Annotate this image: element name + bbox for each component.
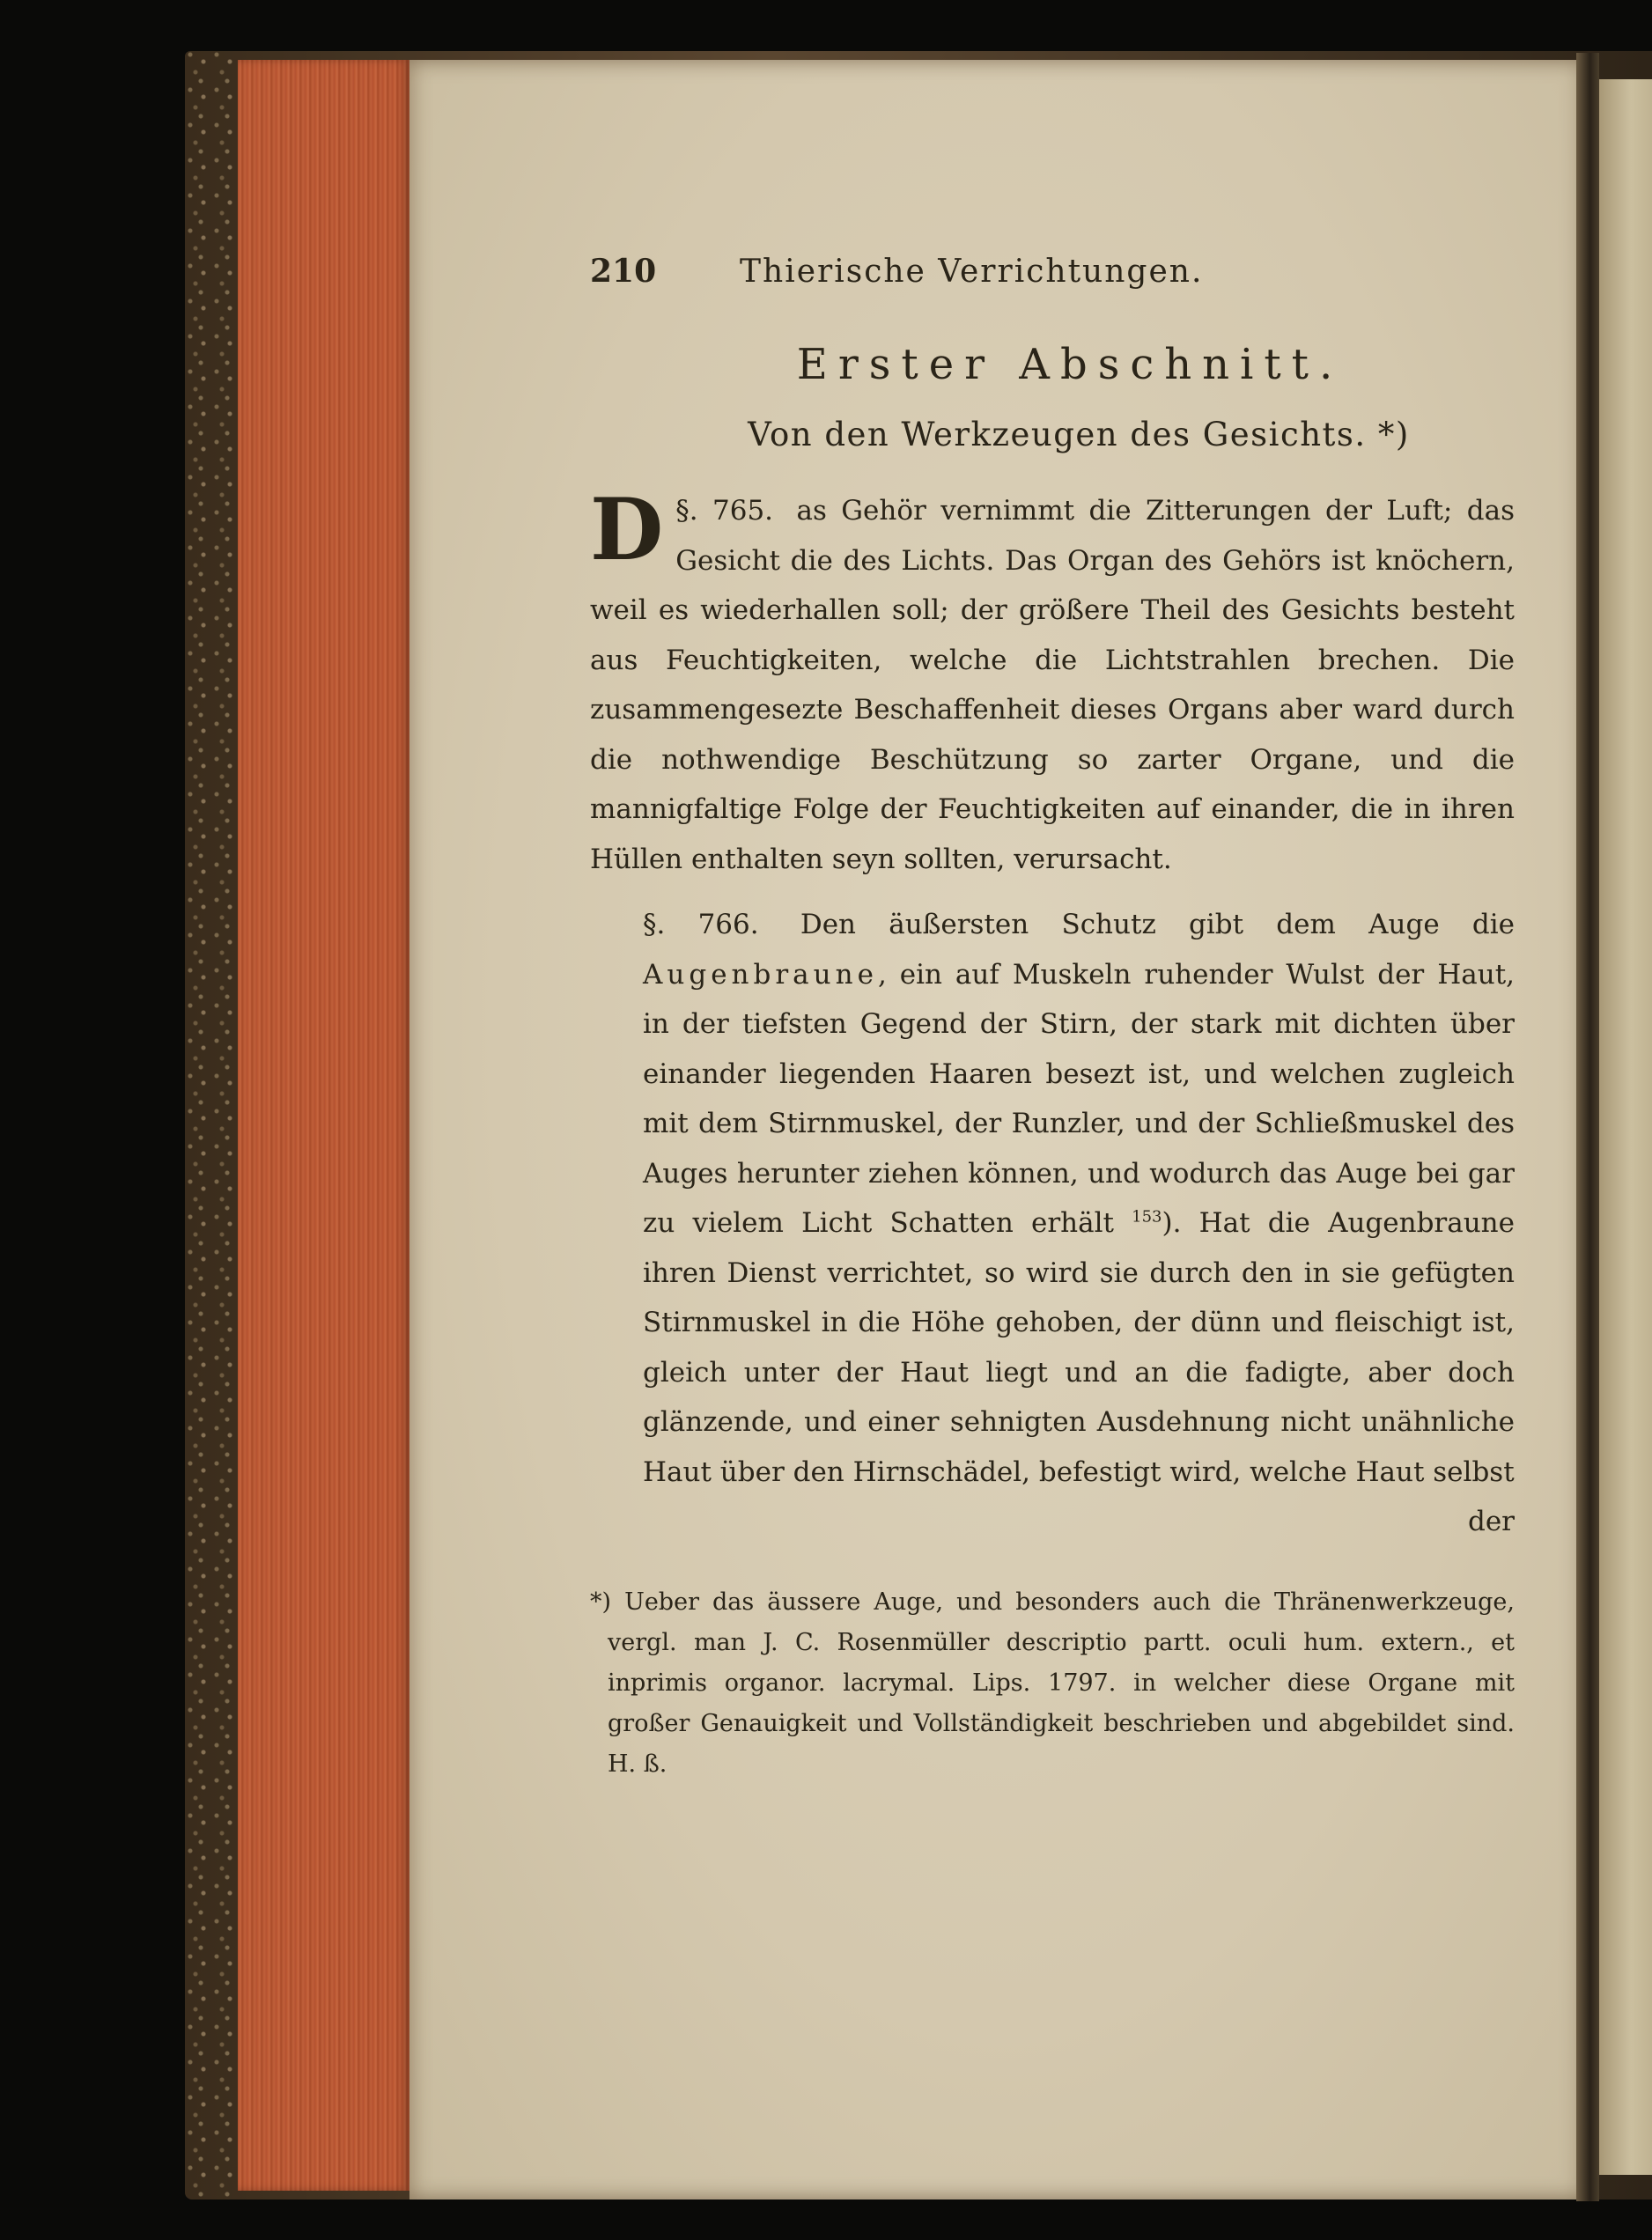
footnote: *) Ueber das äussere Auge, und besonders auch die Thränenwerkzeuge, vergl. man J. C. Rosenmüller descriptio partt. oculi hum. extern., et inprimis organor. lacrymal. Lips. 1797. in welcher diese Organe mit großer Genauigkeit und Vollständigkeit beschrieben und abgebildet sind. H. ß. [590, 1588, 1515, 1778]
section-subtitle: Von den Werkzeugen des Gesichts. *) [748, 416, 1410, 453]
paragraph-766 [590, 900, 1515, 1497]
page-number: 210 [590, 253, 657, 290]
paragraph-765 [590, 480, 1515, 884]
paragraph-number: §. 766. [643, 909, 759, 940]
paragraph-number: §. 765. [675, 495, 774, 527]
emphasized-term: Augenbraune [643, 958, 878, 991]
catchword: der [1467, 1506, 1515, 1537]
running-head: Thierische Verrichtungen. [740, 254, 1204, 290]
book-gutter [1576, 53, 1599, 2201]
paragraph-text: ). Hat die Augenbraune ihren Dienst verrichtet, so wird sie durch den in sie gefügten Stirnmuskel in die Höhe gehoben, der dünn und fleischigt ist, gleich unter der Haut liegt und an die fadigte, aber doch glänzende, und einer sehnigten Ausdehnung nicht unähnliche Haut über den Hirnschädel, befestigt wird, welche Haut selbst [643, 1207, 1515, 1488]
facing-page-edge [1599, 79, 1652, 2175]
footnote-reference: 153 [1132, 1207, 1162, 1227]
marbled-board [185, 51, 238, 2199]
paragraph-text: as Gehör vernimmt die Zitterungen der Luft; das Gesicht die des Lichts. Das Organ des Gehörs ist knöchern, weil es wiederhallen soll; der größere Theil des Gesichts besteht aus Feuchtigkeiten, welche die Lichtstrahlen brechen. Die zusammengesezte Beschaffenheit dieses Organs aber ward durch die nothwendige Beschützung so zarter Organe, und die mannigfaltige Folge der Feuchtigkeiten auf einander, die in ihren Hüllen enthalten seyn sollten, verursacht. [590, 495, 1515, 875]
paragraph-text: , ein auf Muskeln ruhender Wulst der Haut, in der tiefsten Gegend der Stirn, der stark mit dichten über einander liegenden Haaren besezt ist, und welchen zugleich mit dem Stirnmuskel, der Runzler, und der Schließmuskel des Auges herunter ziehen können, und wodurch das Auge bei gar zu vielem Licht Schatten erhält [643, 958, 1515, 1239]
page-header [590, 247, 1515, 296]
page-edges [238, 60, 409, 2191]
paragraph-text: Den äußersten Schutz gibt dem Auge die [800, 909, 1515, 940]
page-text [590, 247, 1515, 1785]
section-title: Erster Abschnitt. [796, 340, 1344, 389]
drop-cap: D [590, 480, 664, 579]
